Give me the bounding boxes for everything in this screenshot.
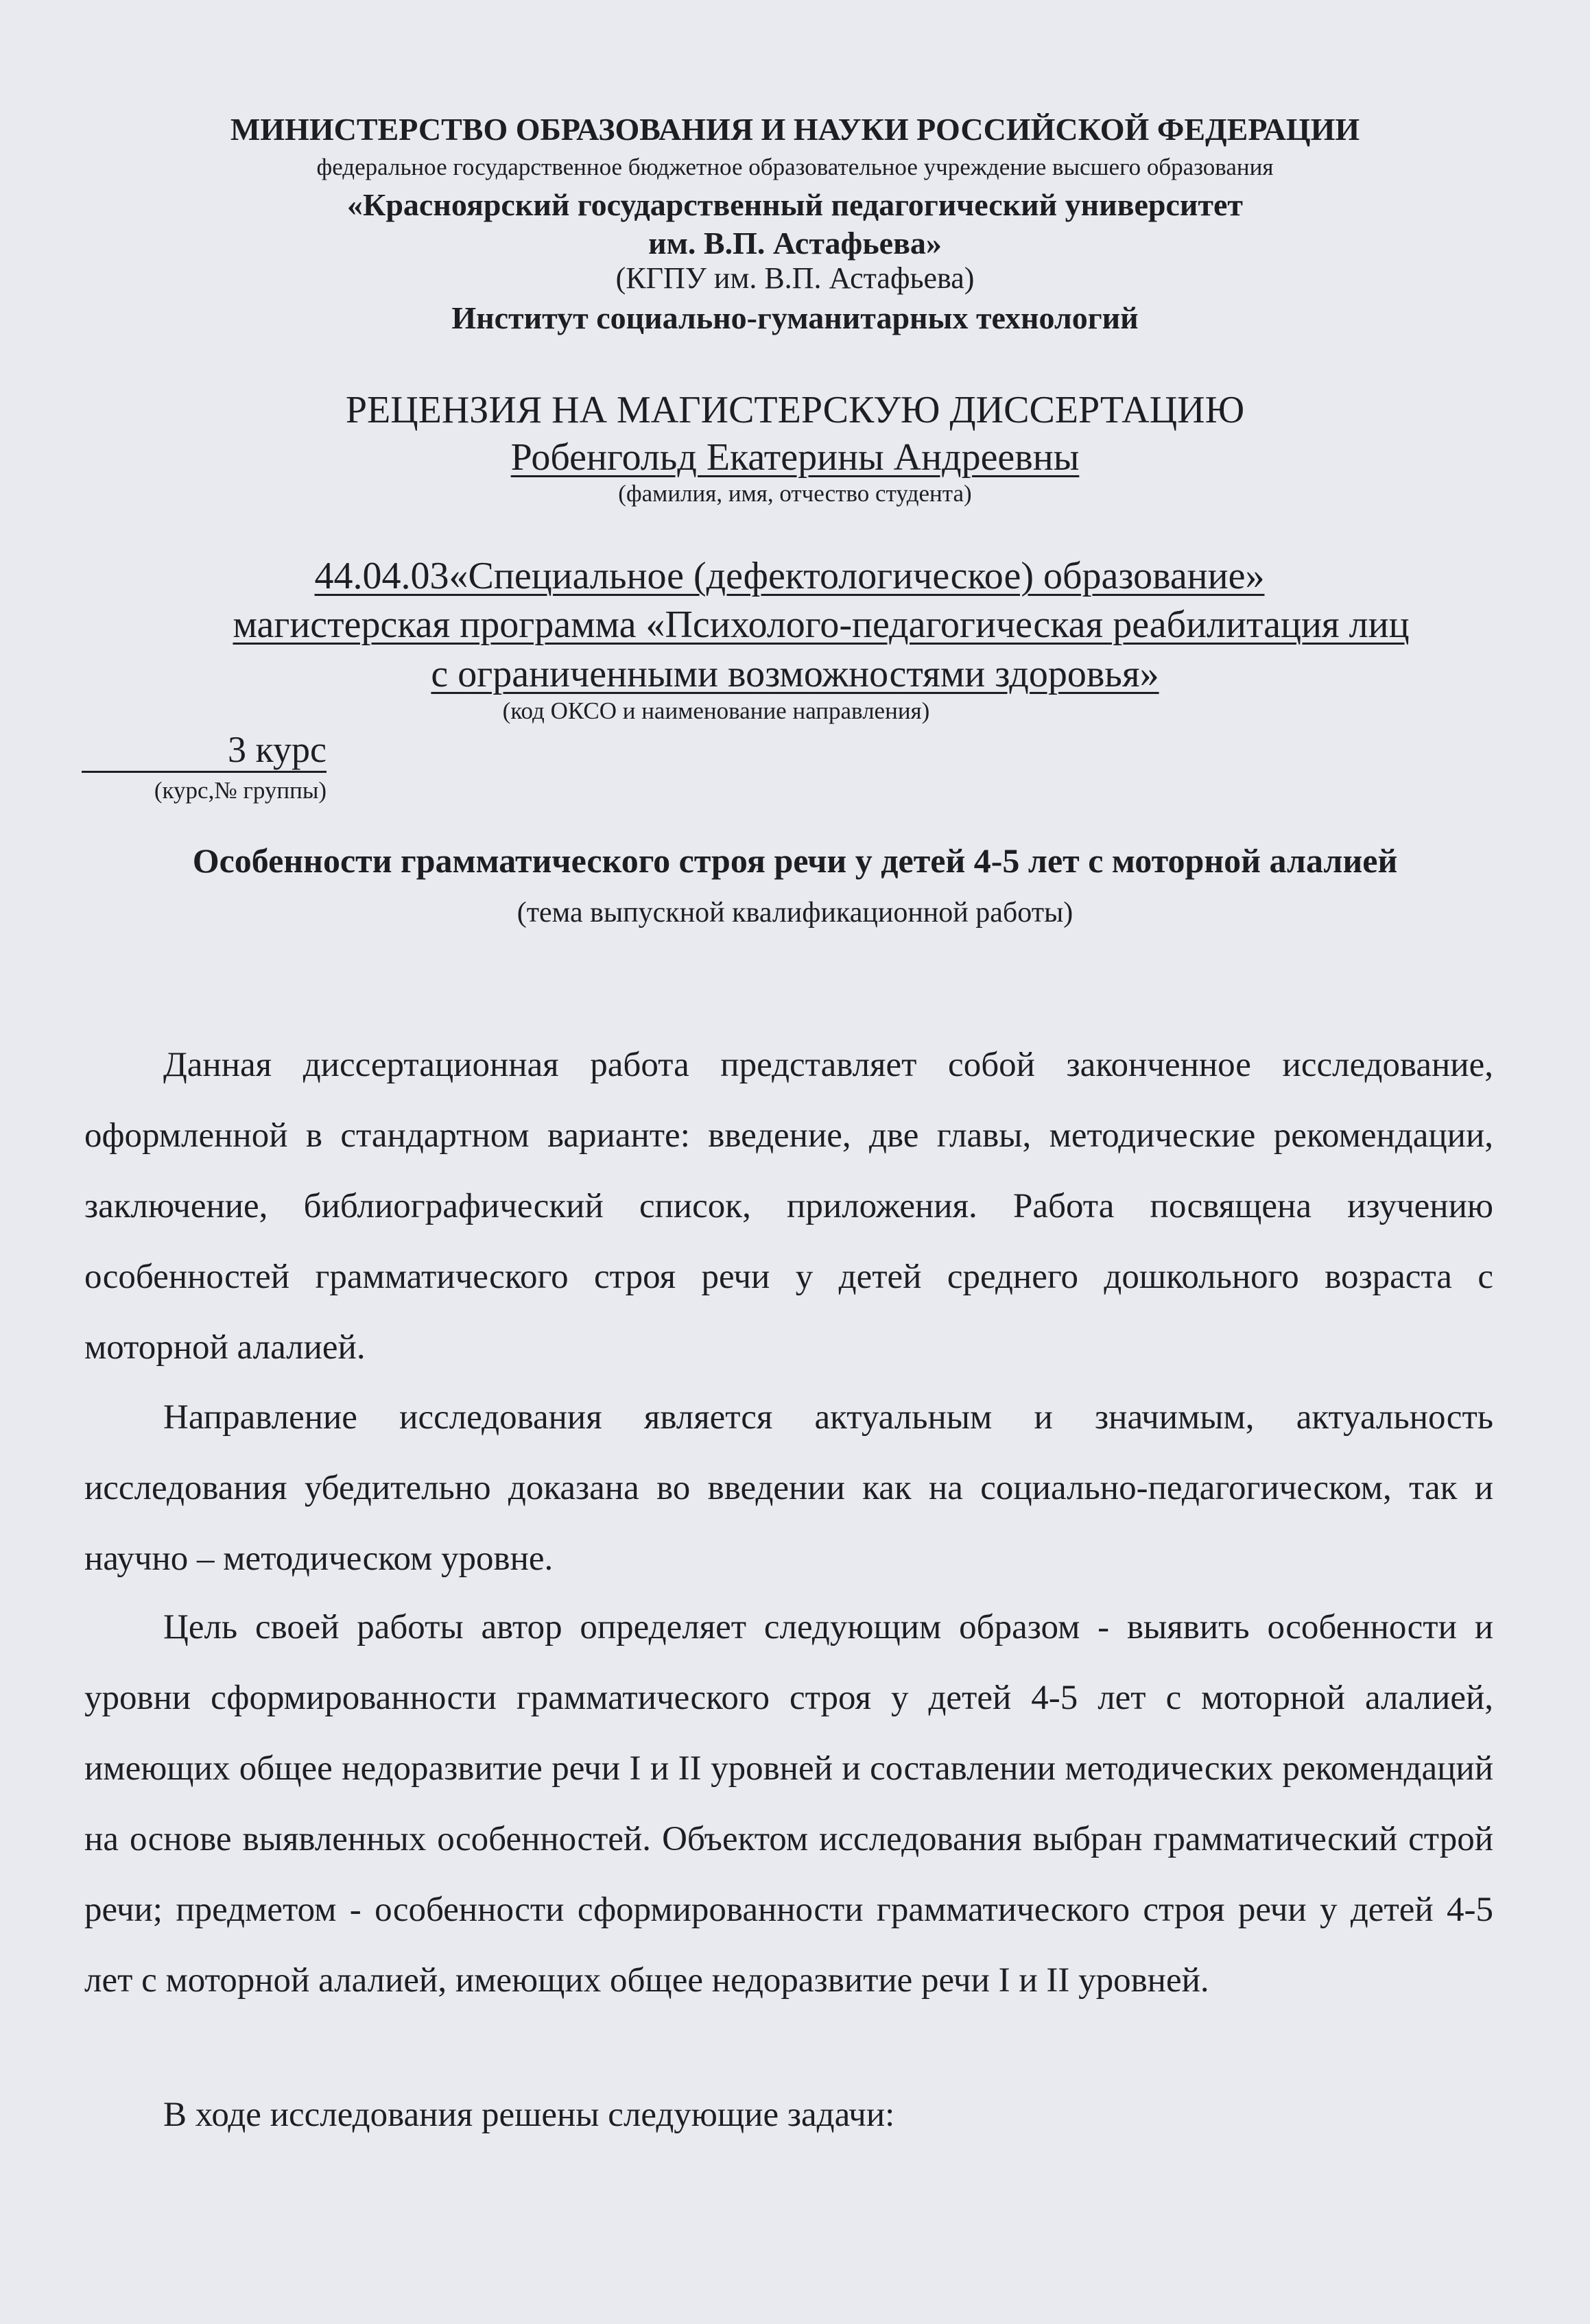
institution-type: федеральное государственное бюджетное образовательное учреждение высшего образования [316,154,1274,180]
review-title: РЕЦЕНЗИЯ НА МАГИСТЕРСКУЮ ДИССЕРТАЦИЮ [345,389,1245,431]
direction-program: магистерская программа «Психолого-педагогическая реабилитация лиц [233,603,1410,646]
university-name-line1: «Красноярский государственный педагогический университет [346,187,1244,222]
university-short-name: (КГПУ им. В.П. Астафьева) [615,261,975,295]
student-name: Робенгольд Екатерины Андреевны [510,436,1080,479]
direction-program-cont: с ограниченными возможностями здоровья» [431,653,1159,695]
course-field: 3 курс [82,728,327,773]
thesis-caption: (тема выпускной квалификационной работы) [517,897,1073,929]
university-name-line2: им. В.П. Астафьева» [648,226,942,261]
ministry-heading: МИНИСТЕРСТВО ОБРАЗОВАНИЯ И НАУКИ РОССИЙСКОЙ ФЕДЕРАЦИИ [230,112,1360,147]
body-paragraph: В ходе исследования решены следующие задачи: [163,2096,895,2134]
student-name-caption: (фамилия, имя, отчество студента) [618,480,972,507]
body-paragraph: Направление исследования является актуальным и значимым, актуальность исследования убедительно доказана во введении как на социально-педагогическом, так и научно – методическом уровне. [84,1398,1493,1578]
institute-name: Институт социально-гуманитарных технологий [451,300,1139,335]
body-paragraph: Цель своей работы автор определяет следующим образом - выявить особенности и уровни сформированности грамматического строя у детей 4-5 лет с моторной алалией, имеющих общее недоразвитие речи I и II уровней и составлении методических рекомендаций на основе выявленных особенностей. Объектом исследования выбран грамматический строй речи; предметом - особенности сформированности грамматического строя речи у детей 4-5 лет с моторной алалией, имеющих общее недоразвитие речи I и II уровней. [84,1608,1493,2000]
direction-caption: (код ОКСО и наименование направления) [502,697,930,724]
course-caption: (курс,№ группы) [154,777,327,804]
body-paragraph: Данная диссертационная работа представляет собой законченное исследование, оформленной в стандартном варианте: введение, две главы, методические рекомендации, заключение, библиографический список, приложения. Работа посвящена изучению особенностей грамматического строя речи у детей среднего дошкольного возраста с моторной алалией. [84,1046,1493,1367]
thesis-title: Особенности грамматического строя речи у детей 4-5 лет с моторной алалией [192,841,1398,880]
direction-code: 44.04.03«Специальное (дефектологическое) образование» [314,555,1265,597]
